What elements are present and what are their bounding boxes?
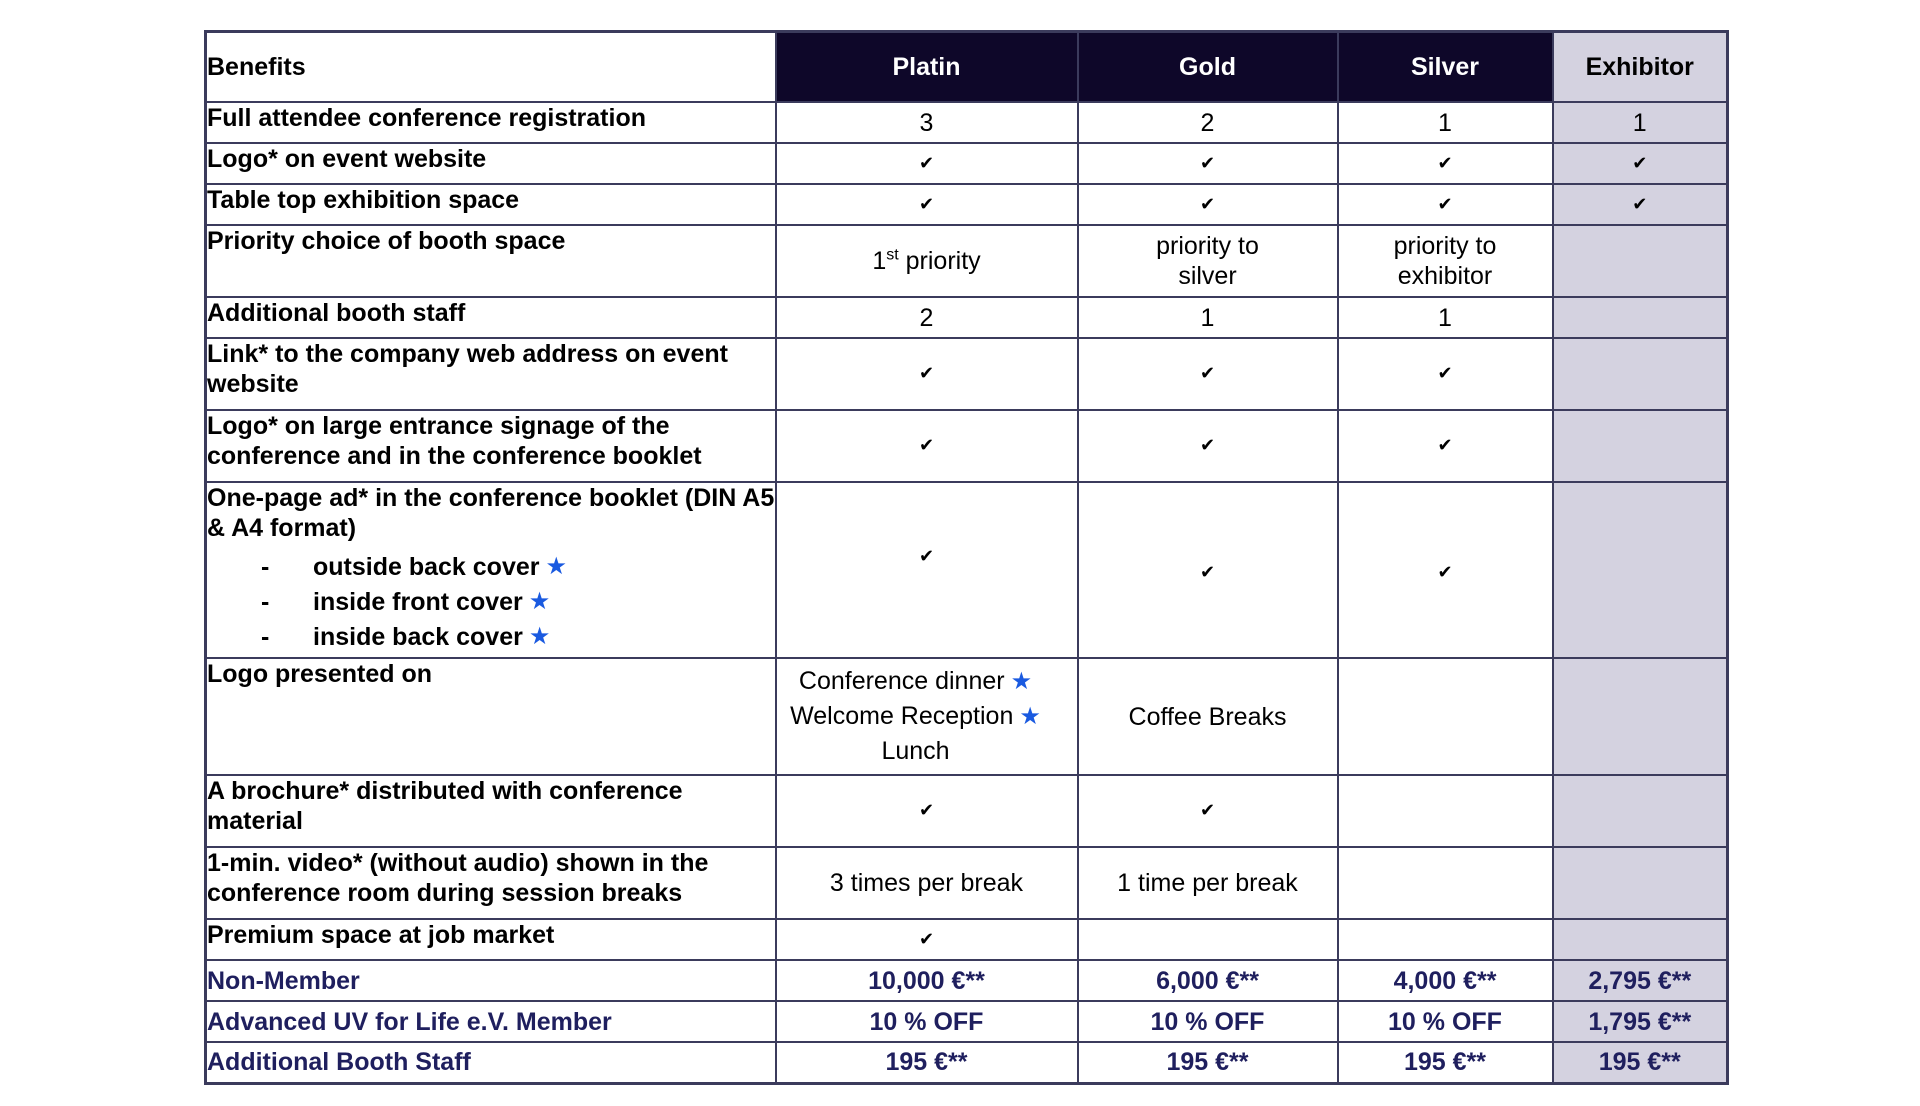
price-gold: 195 €**: [1078, 1042, 1338, 1083]
header-row: [206, 32, 1728, 103]
star-icon: ★: [1019, 703, 1041, 730]
checkmark-icon: ✔: [1199, 435, 1216, 455]
silver-cell: 1: [1338, 102, 1553, 143]
exhibitor-cell: [1553, 775, 1728, 847]
table-row: [206, 184, 1728, 225]
price-exhibitor: 2,795 €**: [1553, 960, 1728, 1001]
gold-cell: Coffee Breaks: [1078, 658, 1338, 775]
exhibitor-cell: [1553, 658, 1728, 775]
platin-cell: 3 times per break: [776, 847, 1078, 919]
benefit-label: Logo presented on: [206, 658, 776, 775]
benefit-label-cell: [206, 482, 776, 658]
table-row: [206, 225, 1728, 297]
checkmark-icon: ✔: [918, 435, 935, 455]
checkmark-icon: ✔: [1437, 435, 1453, 455]
checkmark-icon: ✔: [1199, 562, 1216, 582]
price-platin: 10,000 €**: [776, 960, 1078, 1001]
price-platin: 10 % OFF: [776, 1001, 1078, 1042]
table-row: [206, 775, 1728, 847]
table-row: [206, 410, 1728, 482]
platin-cell: [776, 225, 1078, 297]
benefit-label: Full attendee conference registration: [206, 102, 776, 143]
gold-cell: 2: [1078, 102, 1338, 143]
gold-line-2: silver: [1178, 262, 1237, 290]
star-icon: ★: [528, 622, 551, 650]
table-row: [206, 919, 1728, 960]
silver-cell: [1338, 847, 1553, 919]
header-platin: Platin: [776, 32, 1078, 103]
platin-cell: 3: [776, 102, 1078, 143]
header-gold: Gold: [1078, 32, 1338, 103]
checkmark-icon: ✔: [1437, 193, 1453, 214]
checkmark-icon: ✔: [918, 193, 935, 214]
benefit-label: Priority choice of booth space: [206, 225, 776, 297]
checkmark-icon: ✔: [918, 928, 935, 949]
exhibitor-cell: [1553, 482, 1728, 658]
checkmark-icon: ✔: [1199, 152, 1216, 173]
priority-text: priority: [898, 247, 981, 275]
logo-event-item: Lunch: [881, 737, 950, 765]
benefit-label: Link* to the company web address on event website: [206, 338, 776, 410]
benefit-label: Additional booth staff: [206, 297, 776, 338]
table-row: [206, 143, 1728, 184]
checkmark-icon: ✔: [918, 546, 935, 566]
checkmark-icon: ✔: [1199, 363, 1216, 383]
platin-cell: [776, 658, 1078, 775]
priority-ordinal: st: [886, 246, 899, 264]
checkmark-icon: ✔: [918, 800, 935, 820]
list-item: - outside back cover ★: [261, 552, 567, 581]
price-silver: 10 % OFF: [1338, 1001, 1553, 1042]
header-benefits: Benefits: [206, 32, 776, 103]
table-row: [206, 338, 1728, 410]
price-silver: 195 €**: [1338, 1042, 1553, 1083]
exhibitor-cell: [1553, 225, 1728, 297]
gold-line-1: priority to: [1156, 232, 1259, 260]
silver-cell: [1338, 225, 1553, 297]
table-row: [206, 658, 1728, 775]
benefit-label: 1-min. video* (without audio) shown in the conference room during session breaks: [206, 847, 776, 919]
silver-cell: [1338, 919, 1553, 960]
star-icon: ★: [545, 552, 567, 580]
checkmark-icon: ✔: [1632, 193, 1648, 214]
gold-cell: [1078, 919, 1338, 960]
gold-cell: 1: [1078, 297, 1338, 338]
checkmark-icon: ✔: [1632, 152, 1648, 173]
header-silver: Silver: [1338, 32, 1553, 103]
sponsorship-benefits-table: [204, 30, 1729, 1085]
price-label: Advanced UV for Life e.V. Member: [206, 1001, 776, 1042]
silver-line-1: priority to: [1393, 232, 1497, 260]
platin-cell: 2: [776, 297, 1078, 338]
ad-placement-list: [207, 549, 775, 654]
gold-cell: 1 time per break: [1078, 847, 1338, 919]
benefit-label: Logo* on event website: [206, 143, 776, 184]
table-row: [206, 102, 1728, 143]
table-row: [206, 482, 1728, 658]
list-item: - inside back cover ★: [261, 622, 551, 651]
price-gold: 10 % OFF: [1078, 1001, 1338, 1042]
benefit-label: A brochure* distributed with conference material: [206, 775, 776, 847]
table-row: [206, 297, 1728, 338]
checkmark-icon: ✔: [1437, 562, 1453, 582]
price-silver: 4,000 €**: [1338, 960, 1553, 1001]
price-row: [206, 1042, 1728, 1083]
checkmark-icon: ✔: [1437, 363, 1453, 383]
price-exhibitor: 1,795 €**: [1553, 1001, 1728, 1042]
price-row: [206, 960, 1728, 1001]
exhibitor-cell: 1: [1553, 102, 1728, 143]
silver-cell: [1338, 775, 1553, 847]
checkmark-icon: ✔: [918, 363, 935, 383]
benefit-label: Logo* on large entrance signage of the conference and in the conference booklet: [206, 410, 776, 482]
checkmark-icon: ✔: [918, 152, 935, 173]
silver-cell: 1: [1338, 297, 1553, 338]
list-item: - inside front cover ★: [261, 587, 551, 616]
price-exhibitor: 195 €**: [1553, 1042, 1728, 1083]
price-gold: 6,000 €**: [1078, 960, 1338, 1001]
logo-event-item: Welcome Reception ★: [777, 699, 1055, 734]
table-row: [206, 847, 1728, 919]
exhibitor-cell: [1553, 847, 1728, 919]
star-icon: ★: [528, 587, 551, 615]
priority-number: 1: [872, 247, 887, 275]
benefit-label: One-page ad* in the conference booklet (DIN A5 & A4 format): [207, 484, 775, 542]
price-platin: 195 €**: [776, 1042, 1078, 1083]
checkmark-icon: ✔: [1437, 152, 1453, 173]
benefit-label: Table top exhibition space: [206, 184, 776, 225]
silver-line-2: exhibitor: [1397, 262, 1493, 290]
silver-cell: [1338, 658, 1553, 775]
exhibitor-cell: [1553, 410, 1728, 482]
price-label: Additional Booth Staff: [206, 1042, 776, 1083]
checkmark-icon: ✔: [1199, 800, 1216, 820]
exhibitor-cell: [1553, 338, 1728, 410]
price-row: [206, 1001, 1728, 1042]
star-icon: ★: [1010, 668, 1033, 695]
gold-cell: [1078, 225, 1338, 297]
exhibitor-cell: [1553, 919, 1728, 960]
checkmark-icon: ✔: [1199, 193, 1216, 214]
logo-event-item: Conference dinner ★: [777, 664, 1055, 699]
benefit-label: Premium space at job market: [206, 919, 776, 960]
exhibitor-cell: [1553, 297, 1728, 338]
header-exhibitor: Exhibitor: [1553, 32, 1728, 103]
price-label: Non-Member: [206, 960, 776, 1001]
